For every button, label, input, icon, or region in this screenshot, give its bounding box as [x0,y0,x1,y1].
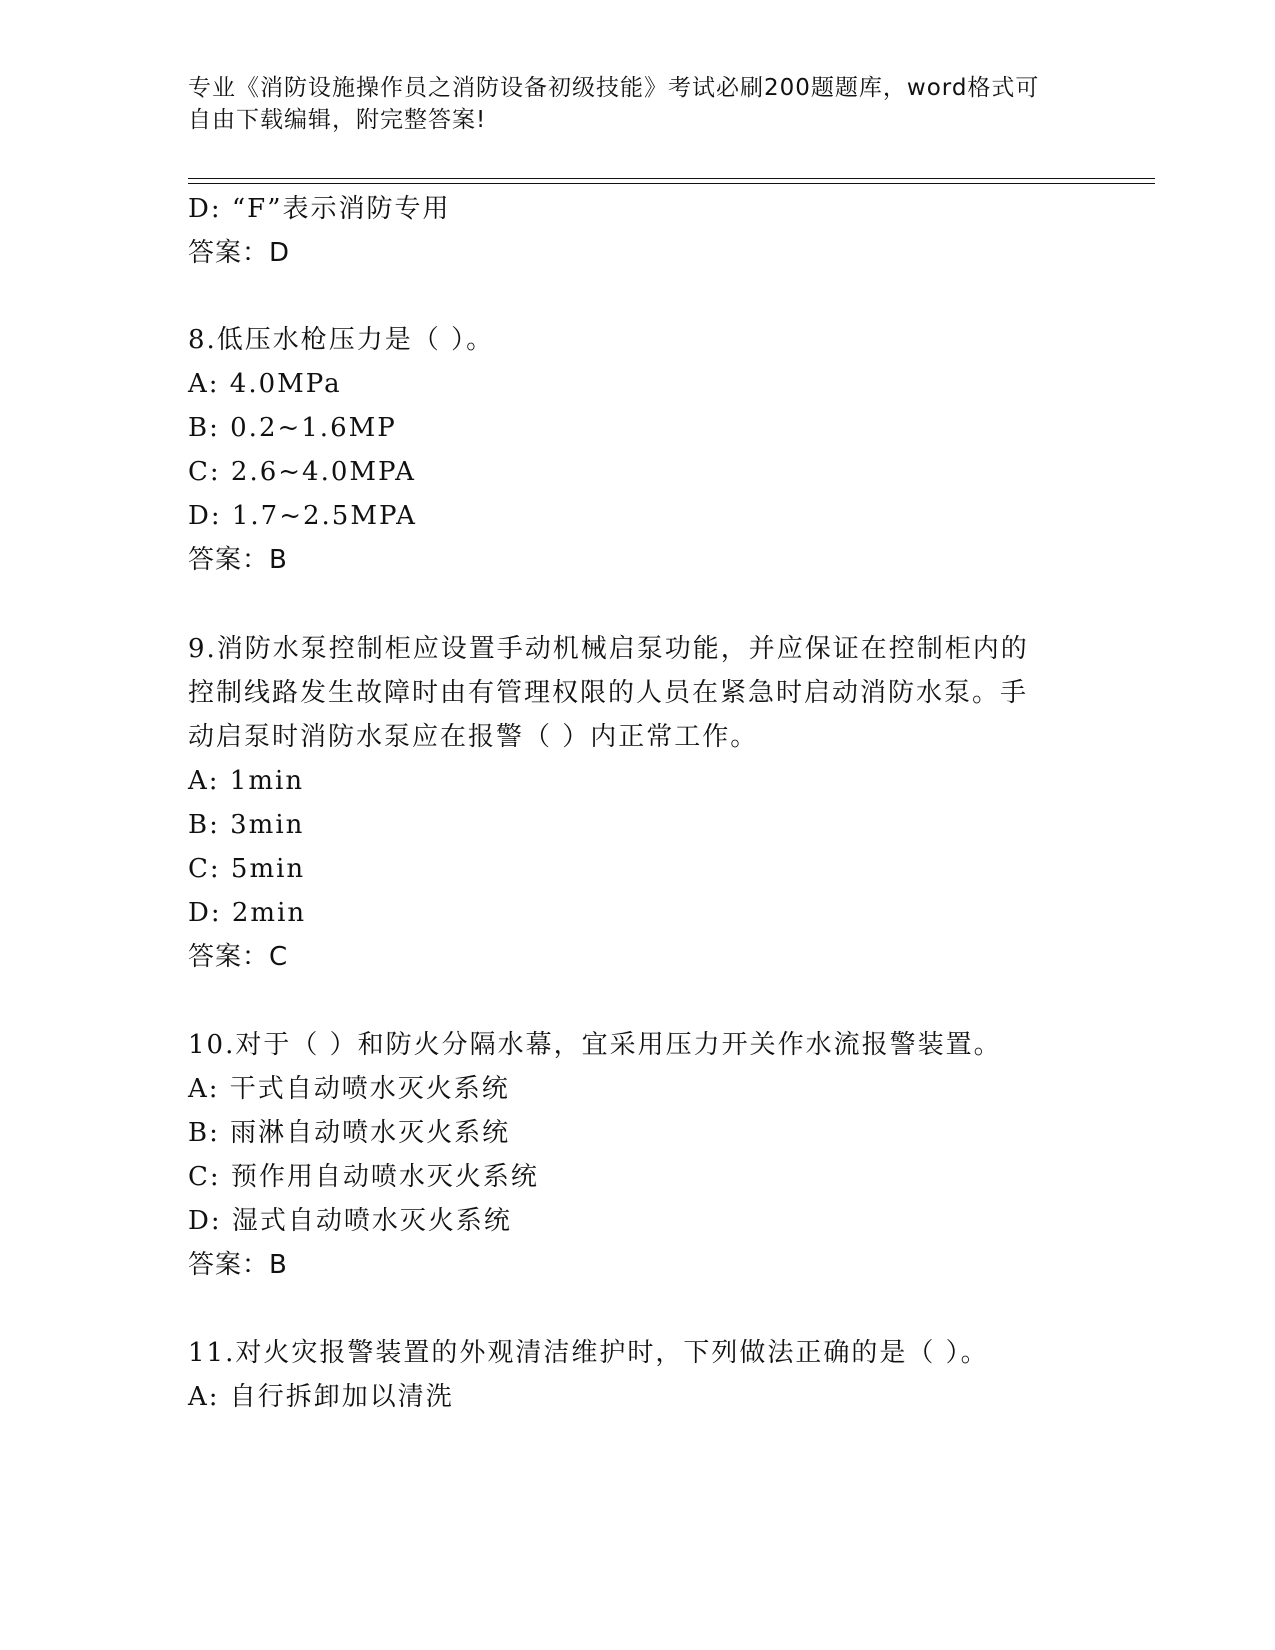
q11-stem: 11.对火灾报警装置的外观清洁维护时，下列做法正确的是（ ）。 [188,1338,989,1368]
q8-option-d: D: 1.7~2.5MPA [188,501,417,531]
document-header [188,72,1068,136]
q9-stem-line-3: 动启泵时消防水泵应在报警（ ）内正常工作。 [188,722,759,752]
q10-option-a: A: 干式自动喷水灭火系统 [188,1074,510,1104]
header-divider-top [188,178,1155,179]
q9-option-b: B: 3min [188,810,305,840]
prev-option-d: D: “F”表示消防专用 [188,194,451,224]
header-divider-bottom [188,183,1155,184]
q9-answer: 答案：C [188,942,289,972]
q10-stem: 10.对于（ ）和防火分隔水幕，宜采用压力开关作水流报警装置。 [188,1030,1002,1060]
q10-option-c: C: 预作用自动喷水灭火系统 [188,1162,539,1192]
q11-option-a: A: 自行拆卸加以清洗 [188,1382,454,1412]
header-line-1: 专业《消防设施操作员之消防设备初级技能》考试必刷200题题库，word格式可 [188,75,1040,101]
q8-stem: 8.低压水枪压力是（ ）。 [188,325,495,355]
q10-option-d: D: 湿式自动喷水灭火系统 [188,1206,512,1236]
q8-option-c: C: 2.6~4.0MPA [188,457,416,487]
q9-option-a: A: 1min [188,766,305,796]
q9-stem-line-1: 9.消防水泵控制柜应设置手动机械启泵功能，并应保证在控制柜内的 [188,634,1029,664]
q8-answer: 答案：B [188,545,288,575]
q10-answer: 答案：B [188,1250,288,1280]
header-line-2: 自由下载编辑，附完整答案! [188,107,487,133]
q10-option-b: B: 雨淋自动喷水灭火系统 [188,1118,511,1148]
q8-option-a: A: 4.0MPa [188,369,342,399]
q9-option-c: C: 5min [188,854,306,884]
q8-option-b: B: 0.2~1.6MP [188,413,397,443]
q9-stem-line-2: 控制线路发生故障时由有管理权限的人员在紧急时启动消防水泵。手 [188,678,1029,708]
q9-option-d: D: 2min [188,898,307,928]
prev-answer: 答案：D [188,238,291,268]
